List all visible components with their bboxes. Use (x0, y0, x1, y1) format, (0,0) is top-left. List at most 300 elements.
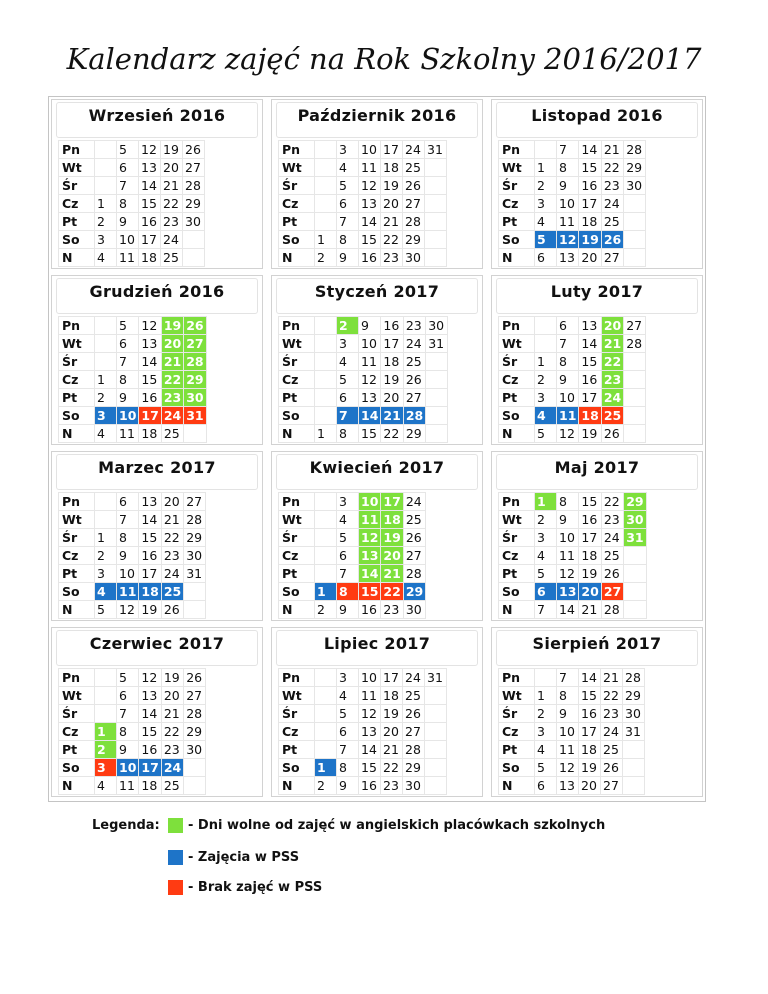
weekday-label: Wt (499, 335, 535, 353)
date-cell: 5 (117, 669, 139, 687)
weekday-label: So (279, 583, 315, 601)
date-cell: 19 (579, 231, 601, 249)
week-row (59, 687, 206, 705)
date-cell: 5 (337, 371, 359, 389)
date-cell: 14 (139, 705, 161, 723)
week-row (499, 141, 646, 159)
date-cell: 14 (579, 669, 601, 687)
date-cell (426, 407, 448, 425)
date-cell: 11 (359, 159, 381, 177)
date-cell: 6 (337, 195, 359, 213)
date-cell: 17 (579, 389, 601, 407)
weekday-label: Pn (279, 669, 315, 687)
date-cell: 8 (337, 425, 359, 443)
month-table (278, 140, 447, 267)
week-row (279, 669, 447, 687)
date-cell: 15 (139, 195, 161, 213)
date-cell: 22 (601, 687, 623, 705)
date-cell: 3 (95, 407, 117, 425)
date-cell: 13 (557, 583, 579, 601)
date-cell: 4 (535, 407, 557, 425)
date-cell (184, 777, 206, 795)
date-cell: 26 (601, 565, 623, 583)
date-cell: 25 (161, 249, 183, 267)
week-row (499, 159, 646, 177)
date-cell (315, 213, 337, 231)
date-cell: 25 (601, 213, 623, 231)
weekday-label: Wt (499, 511, 535, 529)
date-cell (315, 547, 337, 565)
weekday-label: Cz (499, 547, 535, 565)
week-row (59, 565, 206, 583)
date-cell: 25 (161, 425, 183, 443)
date-cell: 6 (337, 547, 359, 565)
date-cell: 1 (315, 425, 337, 443)
date-cell: 27 (403, 195, 425, 213)
date-cell: 29 (403, 425, 425, 443)
date-cell: 13 (557, 777, 579, 795)
week-row (59, 529, 206, 547)
date-cell: 25 (161, 583, 183, 601)
date-cell: 30 (403, 777, 425, 795)
date-cell: 8 (117, 723, 139, 741)
date-cell (184, 601, 206, 619)
weekday-label: Śr (59, 353, 95, 371)
date-cell (535, 335, 557, 353)
date-cell: 29 (623, 687, 645, 705)
date-cell: 2 (535, 177, 557, 195)
date-cell (315, 353, 337, 371)
date-cell: 28 (403, 741, 425, 759)
date-cell: 19 (579, 425, 601, 443)
date-cell: 12 (557, 231, 579, 249)
date-cell: 12 (557, 759, 579, 777)
date-cell (315, 705, 337, 723)
date-cell: 22 (161, 529, 183, 547)
date-cell: 9 (557, 177, 579, 195)
date-cell: 14 (359, 565, 381, 583)
week-row (499, 249, 646, 267)
date-cell: 17 (139, 565, 161, 583)
date-cell: 2 (337, 317, 359, 335)
date-cell: 12 (359, 371, 381, 389)
weekday-label: So (279, 759, 315, 777)
date-cell: 2 (95, 213, 117, 231)
date-cell: 1 (535, 493, 557, 511)
week-row (59, 159, 205, 177)
date-cell: 21 (601, 141, 623, 159)
date-cell: 7 (535, 601, 557, 619)
date-cell: 7 (337, 741, 359, 759)
weekday-label: So (499, 407, 535, 425)
date-cell: 16 (359, 777, 381, 795)
date-cell: 19 (139, 601, 161, 619)
week-row (59, 317, 207, 335)
month-title: Maj 2017 (554, 458, 640, 477)
legend-item-red: - Brak zajęć w PSS (188, 880, 323, 895)
week-row (499, 177, 646, 195)
week-row (499, 669, 645, 687)
date-cell: 10 (117, 759, 139, 777)
date-cell (624, 389, 646, 407)
date-cell: 10 (359, 335, 381, 353)
date-cell: 8 (117, 529, 139, 547)
date-cell: 9 (337, 777, 359, 795)
weekday-label: N (499, 249, 535, 267)
date-cell: 31 (184, 565, 206, 583)
date-cell: 5 (535, 565, 557, 583)
date-cell: 28 (184, 353, 206, 371)
date-cell (315, 741, 337, 759)
date-cell (95, 669, 117, 687)
date-cell: 20 (161, 159, 183, 177)
week-row (59, 741, 206, 759)
weekday-label: Cz (59, 723, 95, 741)
date-cell: 17 (139, 407, 161, 425)
date-cell: 1 (535, 687, 557, 705)
date-cell: 29 (183, 195, 205, 213)
date-cell (623, 741, 645, 759)
date-cell: 4 (337, 511, 359, 529)
week-row (279, 159, 447, 177)
date-cell (624, 547, 646, 565)
date-cell: 24 (161, 231, 183, 249)
date-cell: 15 (359, 425, 381, 443)
weekday-label: N (59, 249, 95, 267)
date-cell: 20 (579, 583, 601, 601)
date-cell: 4 (535, 741, 557, 759)
date-cell: 30 (624, 511, 646, 529)
date-cell: 30 (623, 705, 645, 723)
date-cell: 25 (403, 687, 425, 705)
date-cell: 16 (139, 389, 161, 407)
date-cell: 22 (601, 493, 623, 511)
month-title: Październik 2016 (297, 106, 457, 125)
date-cell: 20 (381, 547, 403, 565)
date-cell (624, 583, 646, 601)
date-cell (425, 177, 447, 195)
date-cell (624, 353, 646, 371)
date-cell: 29 (624, 493, 646, 511)
date-cell: 21 (381, 741, 403, 759)
month-table (278, 492, 426, 619)
month-panel (51, 99, 263, 269)
date-cell: 1 (535, 353, 557, 371)
date-cell: 23 (161, 389, 183, 407)
date-cell (315, 317, 337, 335)
date-cell: 5 (117, 141, 139, 159)
weekday-label: N (499, 601, 535, 619)
week-row (499, 353, 646, 371)
date-cell: 26 (601, 759, 623, 777)
date-cell: 19 (381, 177, 403, 195)
date-cell: 12 (139, 669, 161, 687)
date-cell: 5 (535, 425, 557, 443)
weekday-label: Śr (499, 705, 535, 723)
date-cell: 21 (601, 669, 623, 687)
date-cell: 23 (381, 601, 403, 619)
date-cell: 15 (579, 687, 601, 705)
date-cell: 14 (579, 141, 601, 159)
date-cell (184, 425, 206, 443)
date-cell: 6 (117, 687, 139, 705)
date-cell: 12 (557, 565, 579, 583)
month-table (58, 492, 206, 619)
date-cell: 25 (403, 511, 425, 529)
date-cell: 15 (139, 529, 161, 547)
date-cell: 17 (381, 493, 403, 511)
date-cell: 16 (381, 317, 403, 335)
weekday-label: N (279, 601, 315, 619)
month-panel (271, 451, 483, 621)
month-panel (271, 627, 483, 797)
date-cell (315, 335, 337, 353)
date-cell (183, 231, 205, 249)
week-row (279, 601, 426, 619)
week-row (499, 335, 646, 353)
date-cell: 15 (359, 583, 381, 601)
date-cell: 3 (95, 759, 117, 777)
week-row (499, 371, 646, 389)
date-cell: 26 (403, 529, 425, 547)
date-cell: 22 (381, 583, 403, 601)
date-cell: 25 (161, 777, 183, 795)
date-cell: 16 (139, 547, 161, 565)
date-cell: 9 (557, 371, 579, 389)
week-row (59, 547, 206, 565)
date-cell: 24 (601, 723, 623, 741)
date-cell (624, 249, 646, 267)
week-row (279, 371, 448, 389)
date-cell: 4 (95, 583, 117, 601)
date-cell: 18 (579, 741, 601, 759)
week-row (59, 777, 206, 795)
weekday-label: Pt (59, 565, 95, 583)
date-cell (425, 159, 447, 177)
date-cell: 15 (139, 723, 161, 741)
date-cell: 13 (579, 317, 601, 335)
date-cell (95, 335, 117, 353)
date-cell: 10 (117, 407, 139, 425)
date-cell: 20 (579, 777, 601, 795)
date-cell: 4 (337, 353, 359, 371)
date-cell: 21 (161, 177, 183, 195)
month-title: Listopad 2016 (531, 106, 663, 125)
date-cell: 17 (579, 529, 601, 547)
date-cell: 23 (601, 371, 623, 389)
date-cell (624, 195, 646, 213)
date-cell: 2 (95, 547, 117, 565)
date-cell: 8 (337, 583, 359, 601)
date-cell: 13 (139, 493, 161, 511)
weekday-label: N (59, 777, 95, 795)
month-title: Wrzesień 2016 (88, 106, 226, 125)
date-cell: 30 (184, 547, 206, 565)
date-cell: 21 (381, 213, 403, 231)
date-cell: 18 (579, 407, 601, 425)
date-cell: 4 (535, 213, 557, 231)
month-table (58, 140, 205, 267)
date-cell: 26 (161, 601, 183, 619)
date-cell: 19 (381, 371, 403, 389)
weekday-label: Cz (279, 723, 315, 741)
week-row (499, 389, 646, 407)
date-cell: 17 (139, 231, 161, 249)
week-row (279, 511, 426, 529)
month-title: Grudzień 2016 (89, 282, 225, 301)
date-cell: 1 (315, 583, 337, 601)
weekday-label: Cz (59, 195, 95, 213)
week-row (279, 741, 447, 759)
date-cell: 2 (315, 249, 337, 267)
weekday-label: Pn (499, 317, 535, 335)
week-row (59, 705, 206, 723)
week-row (59, 511, 206, 529)
date-cell: 12 (139, 141, 161, 159)
weekday-label: Śr (499, 529, 535, 547)
date-cell: 27 (184, 687, 206, 705)
date-cell: 13 (359, 389, 381, 407)
date-cell: 18 (139, 583, 161, 601)
weekday-label: Pt (499, 565, 535, 583)
date-cell: 22 (601, 353, 623, 371)
week-row (59, 723, 206, 741)
weekday-label: Pn (59, 317, 95, 335)
date-cell: 23 (601, 511, 623, 529)
date-cell: 10 (557, 529, 579, 547)
weekday-label: Pn (499, 141, 535, 159)
week-row (279, 177, 447, 195)
date-cell: 27 (601, 583, 623, 601)
date-cell: 30 (403, 249, 425, 267)
date-cell: 10 (557, 723, 579, 741)
date-cell (425, 195, 447, 213)
date-cell (624, 213, 646, 231)
week-row (279, 583, 426, 601)
date-cell: 8 (117, 371, 139, 389)
month-panel (491, 627, 703, 797)
month-panel (271, 99, 483, 269)
date-cell: 4 (337, 159, 359, 177)
date-cell: 25 (403, 159, 425, 177)
date-cell: 14 (139, 511, 161, 529)
date-cell: 9 (359, 317, 381, 335)
date-cell: 3 (95, 231, 117, 249)
date-cell: 31 (425, 669, 447, 687)
date-cell: 5 (337, 177, 359, 195)
date-cell: 3 (95, 565, 117, 583)
legend-label: Legenda: (92, 818, 160, 833)
week-row (59, 213, 205, 231)
weekday-label: Wt (279, 687, 315, 705)
weekday-label: Cz (499, 371, 535, 389)
date-cell: 27 (403, 389, 425, 407)
week-row (499, 723, 645, 741)
date-cell: 4 (95, 777, 117, 795)
date-cell: 16 (579, 177, 601, 195)
weekday-label: Pn (59, 669, 95, 687)
date-cell: 6 (535, 583, 557, 601)
date-cell: 9 (337, 249, 359, 267)
week-row (59, 195, 205, 213)
date-cell (315, 407, 337, 425)
date-cell (95, 177, 117, 195)
date-cell (535, 317, 557, 335)
weekday-label: Cz (499, 723, 535, 741)
date-cell: 1 (315, 759, 337, 777)
weekday-label: So (499, 231, 535, 249)
weekday-label: Pn (59, 493, 95, 511)
legend-item-green: - Dni wolne od zajęć w angielskich placówkach szkolnych (188, 818, 606, 833)
date-cell: 14 (557, 601, 579, 619)
legend-swatch-green (168, 818, 183, 833)
date-cell: 30 (183, 213, 205, 231)
date-cell: 26 (184, 669, 206, 687)
page-title: Kalendarz zajęć na Rok Szkolny 2016/2017 (66, 42, 702, 76)
week-row (279, 213, 447, 231)
weekday-label: Śr (59, 177, 95, 195)
date-cell: 12 (557, 425, 579, 443)
date-cell: 16 (579, 705, 601, 723)
date-cell: 18 (139, 777, 161, 795)
week-row (59, 493, 206, 511)
date-cell: 2 (95, 389, 117, 407)
date-cell: 11 (117, 583, 139, 601)
date-cell: 6 (117, 159, 139, 177)
weekday-label: Śr (279, 177, 315, 195)
date-cell: 30 (403, 601, 425, 619)
date-cell: 27 (403, 547, 425, 565)
date-cell: 7 (337, 213, 359, 231)
date-cell: 5 (535, 231, 557, 249)
month-table (498, 140, 646, 267)
date-cell: 15 (139, 371, 161, 389)
date-cell (425, 687, 447, 705)
date-cell: 18 (381, 159, 403, 177)
date-cell: 20 (381, 389, 403, 407)
month-table (58, 668, 206, 795)
weekday-label: Wt (59, 687, 95, 705)
date-cell: 14 (139, 177, 161, 195)
date-cell: 29 (184, 529, 206, 547)
date-cell (315, 371, 337, 389)
date-cell: 25 (601, 407, 623, 425)
date-cell: 7 (337, 407, 359, 425)
date-cell: 15 (579, 493, 601, 511)
date-cell (183, 249, 205, 267)
date-cell: 15 (579, 159, 601, 177)
week-row (279, 249, 447, 267)
date-cell: 26 (183, 141, 205, 159)
date-cell: 1 (315, 231, 337, 249)
date-cell: 3 (535, 195, 557, 213)
date-cell: 10 (359, 493, 381, 511)
date-cell: 18 (579, 547, 601, 565)
week-row (59, 583, 206, 601)
date-cell: 9 (117, 389, 139, 407)
date-cell: 22 (381, 425, 403, 443)
weekday-label: Śr (279, 705, 315, 723)
calendar-grid (48, 96, 706, 802)
date-cell: 22 (161, 195, 183, 213)
date-cell: 8 (557, 493, 579, 511)
date-cell: 5 (117, 317, 139, 335)
date-cell: 28 (403, 407, 425, 425)
date-cell: 20 (161, 493, 183, 511)
week-row (279, 565, 426, 583)
week-row (59, 141, 205, 159)
date-cell (315, 159, 337, 177)
